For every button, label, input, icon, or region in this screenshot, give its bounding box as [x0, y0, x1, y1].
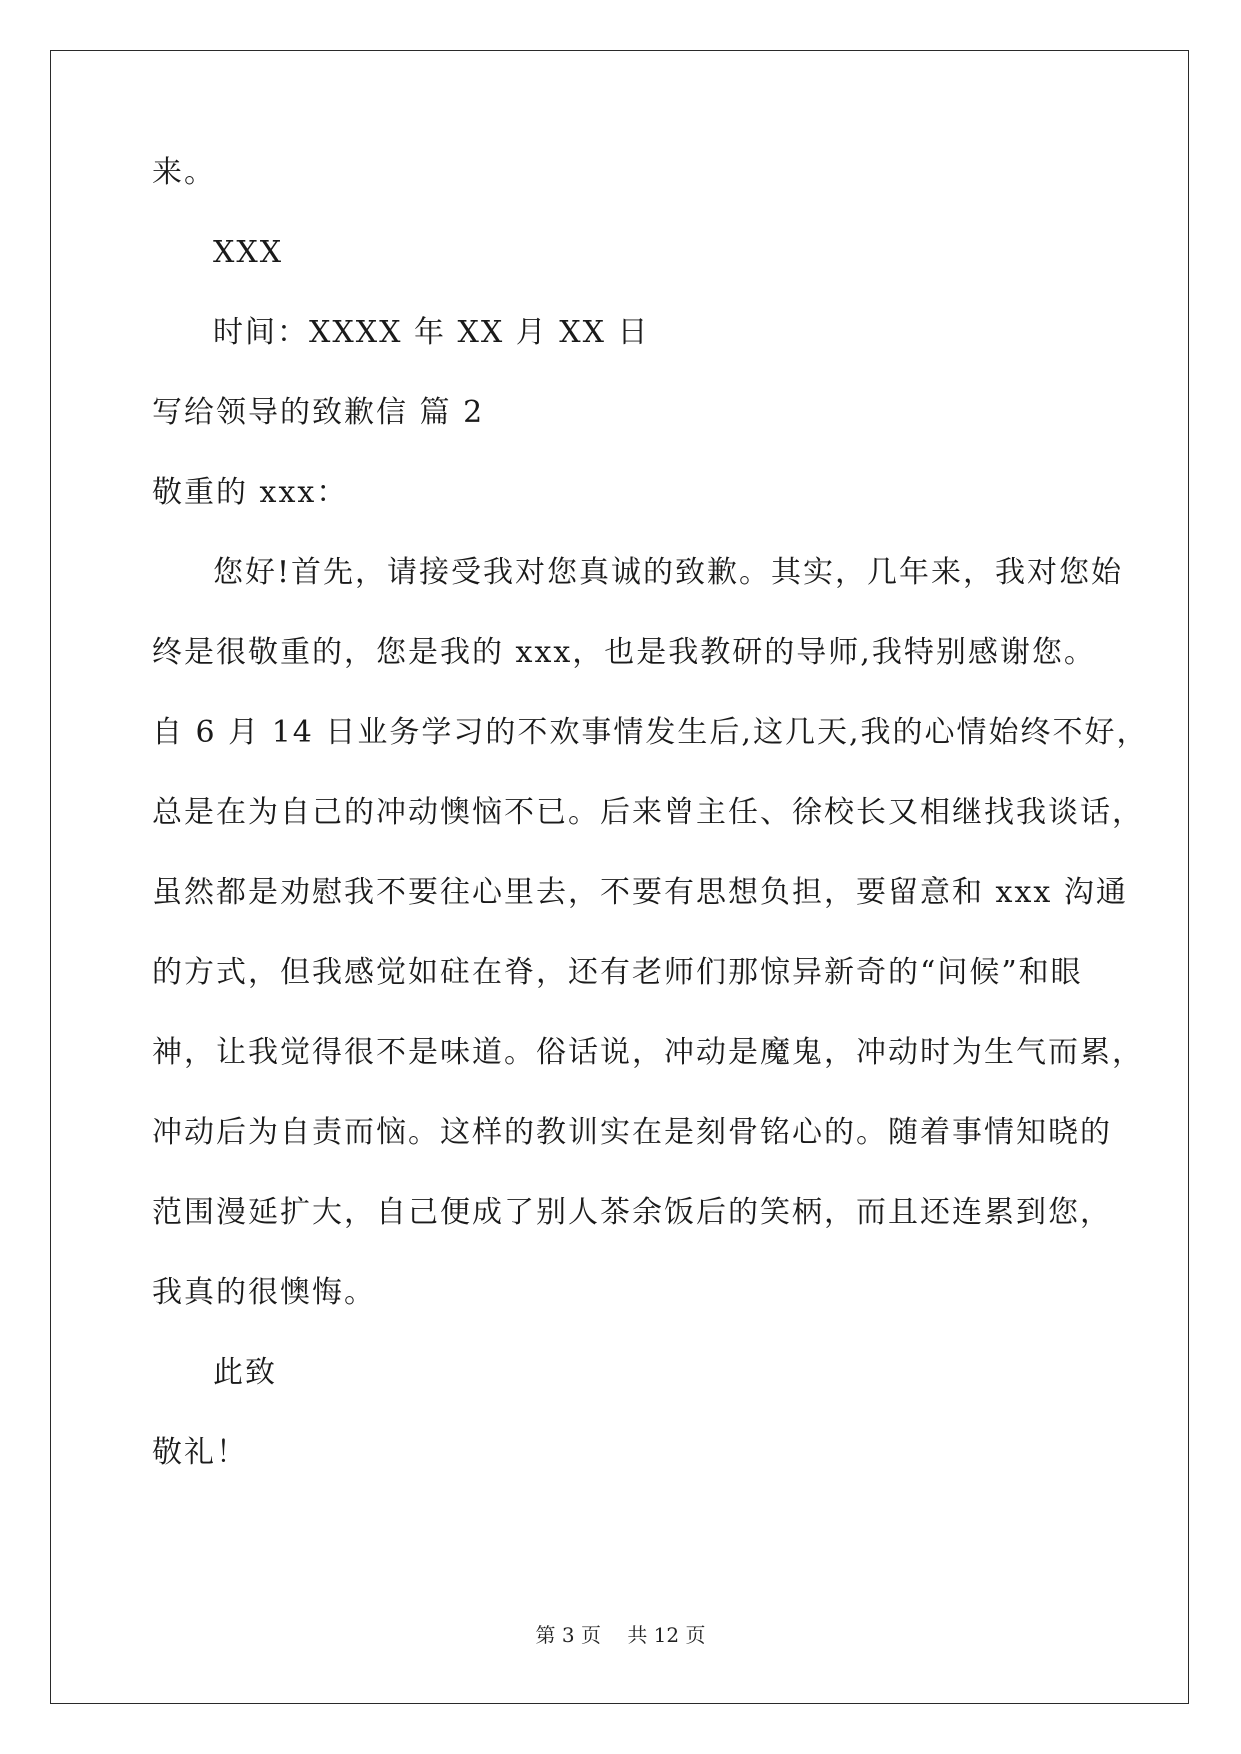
- text-line: 总是在为自己的冲动懊恼不已。后来曾主任、徐校长又相继找我谈话，: [152, 795, 1144, 830]
- text-line: 的方式，但我感觉如砫在脊，还有老师们那惊异新奇的“问候”和眼: [152, 955, 1083, 990]
- text-line: 您好!首先，请接受我对您真诚的致歉。其实，几年来，我对您始: [213, 555, 1124, 590]
- text-line: XXX: [213, 235, 284, 270]
- text-line: 范围漫延扩大，自己便成了别人茶余饭后的笑柄，而且还连累到您，: [152, 1195, 1112, 1230]
- page-footer: [0, 1620, 1241, 1650]
- text-line: 时间：XXXX 年 XX 月 XX 日: [213, 315, 650, 350]
- page-number: 第 3 页: [535, 1623, 601, 1647]
- text-line: 我真的很懊悔。: [152, 1275, 376, 1310]
- text-line: 虽然都是劝慰我不要往心里去，不要有思想负担，要留意和 xxx 沟通: [152, 875, 1128, 910]
- text-line: 敬重的 xxx：: [152, 475, 349, 510]
- text-line: 自 6 月 14 日业务学习的不欢事情发生后,这几天,我的心情始终不好，: [152, 715, 1149, 750]
- text-line: 来。: [152, 155, 216, 190]
- text-line: 冲动后为自责而恼。这样的教训实在是刻骨铭心的。随着事情知晓的: [152, 1115, 1112, 1150]
- text-line: 神，让我觉得很不是味道。俗话说，冲动是魔鬼，冲动时为生气而累，: [152, 1035, 1144, 1070]
- text-line: 写给领导的致歉信 篇 2: [152, 395, 485, 430]
- text-line: 终是很敬重的，您是我的 xxx，也是我教研的导师,我特别感谢您。: [152, 635, 1096, 670]
- text-line: 敬礼！: [152, 1435, 248, 1470]
- text-line: 此致: [213, 1355, 277, 1390]
- page-total: 共 12 页: [627, 1623, 706, 1647]
